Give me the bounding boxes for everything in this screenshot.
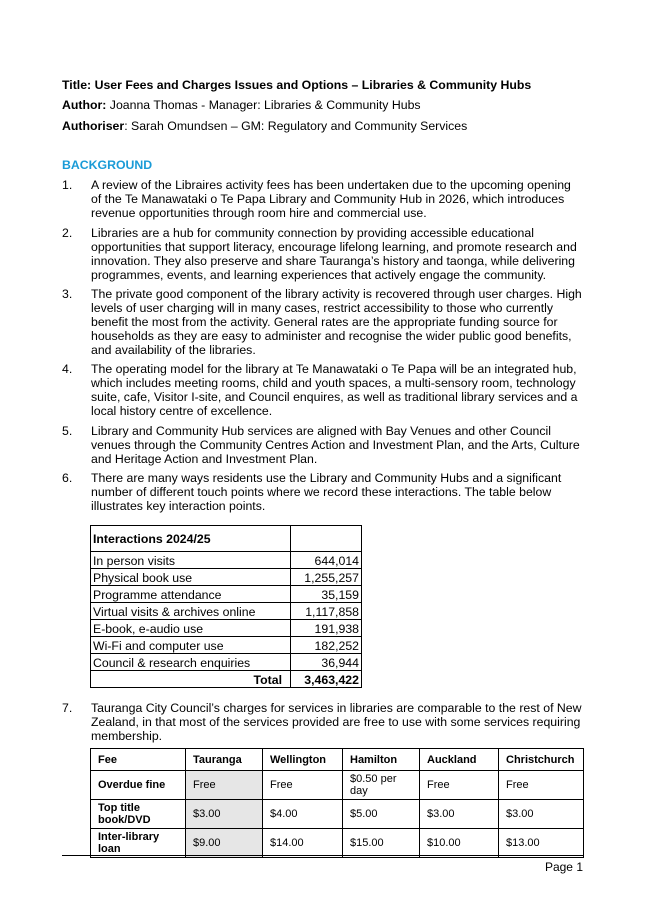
table-header-cell: Tauranga [186,749,263,771]
paragraph-4 [62,362,582,418]
paragraph-number: 6. [62,471,73,485]
table-header-cell: Auckland [420,749,499,771]
authoriser-line [62,119,467,133]
table-cell: $3.00 [420,800,499,829]
table-cell: $10.00 [420,829,499,858]
table-header-cell: Christchurch [499,749,584,771]
row-label: Inter-library loan [91,829,186,858]
row-label: Overdue fine [91,771,186,800]
table-cell: $0.50 per day [343,771,420,800]
row-value: 1,255,257 [291,569,362,586]
table-cell: Free [263,771,343,800]
author-label: Author: [62,98,107,112]
row-label: In person visits [91,552,291,569]
table-total-row [91,671,362,688]
table-cell: Free [499,771,584,800]
background-heading: BACKGROUND [62,158,153,172]
interactions-table [90,525,362,688]
table-cell: Free [420,771,499,800]
paragraph-number: 5. [62,424,73,438]
table-row [91,620,362,637]
paragraph-number: 3. [62,287,73,301]
table-row [91,771,584,800]
author-value: Joanna Thomas - Manager: Libraries & Community Hubs [106,98,421,112]
paragraph-2 [62,226,582,282]
paragraph-number: 1. [62,178,73,192]
row-label: Wi-Fi and computer use [91,637,291,654]
table-row [91,603,362,620]
paragraph-text: The operating model for the library at Te Manawataki o Te Papa will be an integrated hub, which includes meeting rooms, child and youth spaces, a multi-sensory room, technology suite, cafe, Visitor I-site, and Council enquires, as well as traditional library services and a local history centre of excellence. [91,362,578,418]
fees-comparison-table [90,748,584,858]
paragraph-text: A review of the Libraires activity fees has been undertaken due to the upcoming opening of the Te Manawataki o Te Papa Library and Community Hub in 2026, which introduces revenue opportunities through room hire and commercial use. [91,178,571,220]
table-header-row [91,749,584,771]
table-cell: $5.00 [343,800,420,829]
table-row [91,552,362,569]
table-cell: $3.00 [499,800,584,829]
total-label: Total [91,671,291,688]
table-header-row [91,526,362,552]
row-value: 35,159 [291,586,362,603]
footer-divider [62,855,583,856]
paragraph-text: The private good component of the library activity is recovered through user charges. High levels of user charging will in many cases, restrict accessibility to those who currently benefit the most from the activity. General rates are the appropriate funding source for households as they are easy to administer and recognise the wider public good benefits, and availability of the libraries. [91,287,582,357]
page-number: Page 1 [544,860,583,874]
paragraph-5 [62,424,582,466]
paragraph-6 [62,471,582,513]
author-line [62,98,421,112]
row-label: E-book, e-audio use [91,620,291,637]
row-label: Top title book/DVD [91,800,186,829]
total-value: 3,463,422 [291,671,362,688]
table-row [91,569,362,586]
table-cell: $9.00 [186,829,263,858]
paragraph-number: 7. [62,701,73,715]
table-cell: $3.00 [186,800,263,829]
row-label: Programme attendance [91,586,291,603]
row-label: Virtual visits & archives online [91,603,291,620]
paragraph-text: Libraries are a hub for community connection by providing accessible educational opportunities that support literacy, encourage lifelong learning, and promote research and innovation. They also preserve and share Tauranga’s history and taonga, while delivering programmes, events, and learning experiences that actively engage the community. [91,226,577,282]
table-header-cell: Interactions 2024/25 [91,526,291,552]
paragraph-text: There are many ways residents use the Library and Community Hubs and a significant number of different touch points where we record these interactions. The table below illustrates key interaction points. [91,471,562,513]
table-row [91,637,362,654]
paragraph-text: Tauranga City Council’s charges for services in libraries are comparable to the rest of New Zealand, in that most of the services provided are free to use with some services requiring membership. [91,701,582,743]
table-header-cell: Hamilton [343,749,420,771]
row-value: 1,117,858 [291,603,362,620]
table-header-cell [291,526,362,552]
table-row [91,654,362,671]
table-cell: $14.00 [263,829,343,858]
authoriser-value: : Sarah Omundsen – GM: Regulatory and Community Services [124,119,468,133]
table-cell: Free [186,771,263,800]
table-row [91,800,584,829]
table-header-cell: Fee [91,749,186,771]
row-value: 182,252 [291,637,362,654]
row-value: 191,938 [291,620,362,637]
table-header-cell: Wellington [263,749,343,771]
paragraph-3 [62,287,582,357]
paragraph-number: 2. [62,226,73,240]
row-label: Council & research enquiries [91,654,291,671]
row-value: 36,944 [291,654,362,671]
row-value: 644,014 [291,552,362,569]
row-label: Physical book use [91,569,291,586]
paragraph-text: Library and Community Hub services are aligned with Bay Venues and other Council venues through the Community Centres Action and Investment Plan, and the Arts, Culture and Heritage Action and Investment Plan. [91,424,580,466]
paragraph-7 [62,701,582,743]
authoriser-label: Authoriser [62,119,125,133]
table-cell: $13.00 [499,829,584,858]
table-row [91,586,362,603]
table-cell: $15.00 [343,829,420,858]
table-cell: $4.00 [263,800,343,829]
table-row [91,829,584,858]
paragraph-1 [62,178,582,220]
document-title: Title: User Fees and Charges Issues and Options – Libraries & Community Hubs [62,78,532,92]
paragraph-number: 4. [62,362,73,376]
